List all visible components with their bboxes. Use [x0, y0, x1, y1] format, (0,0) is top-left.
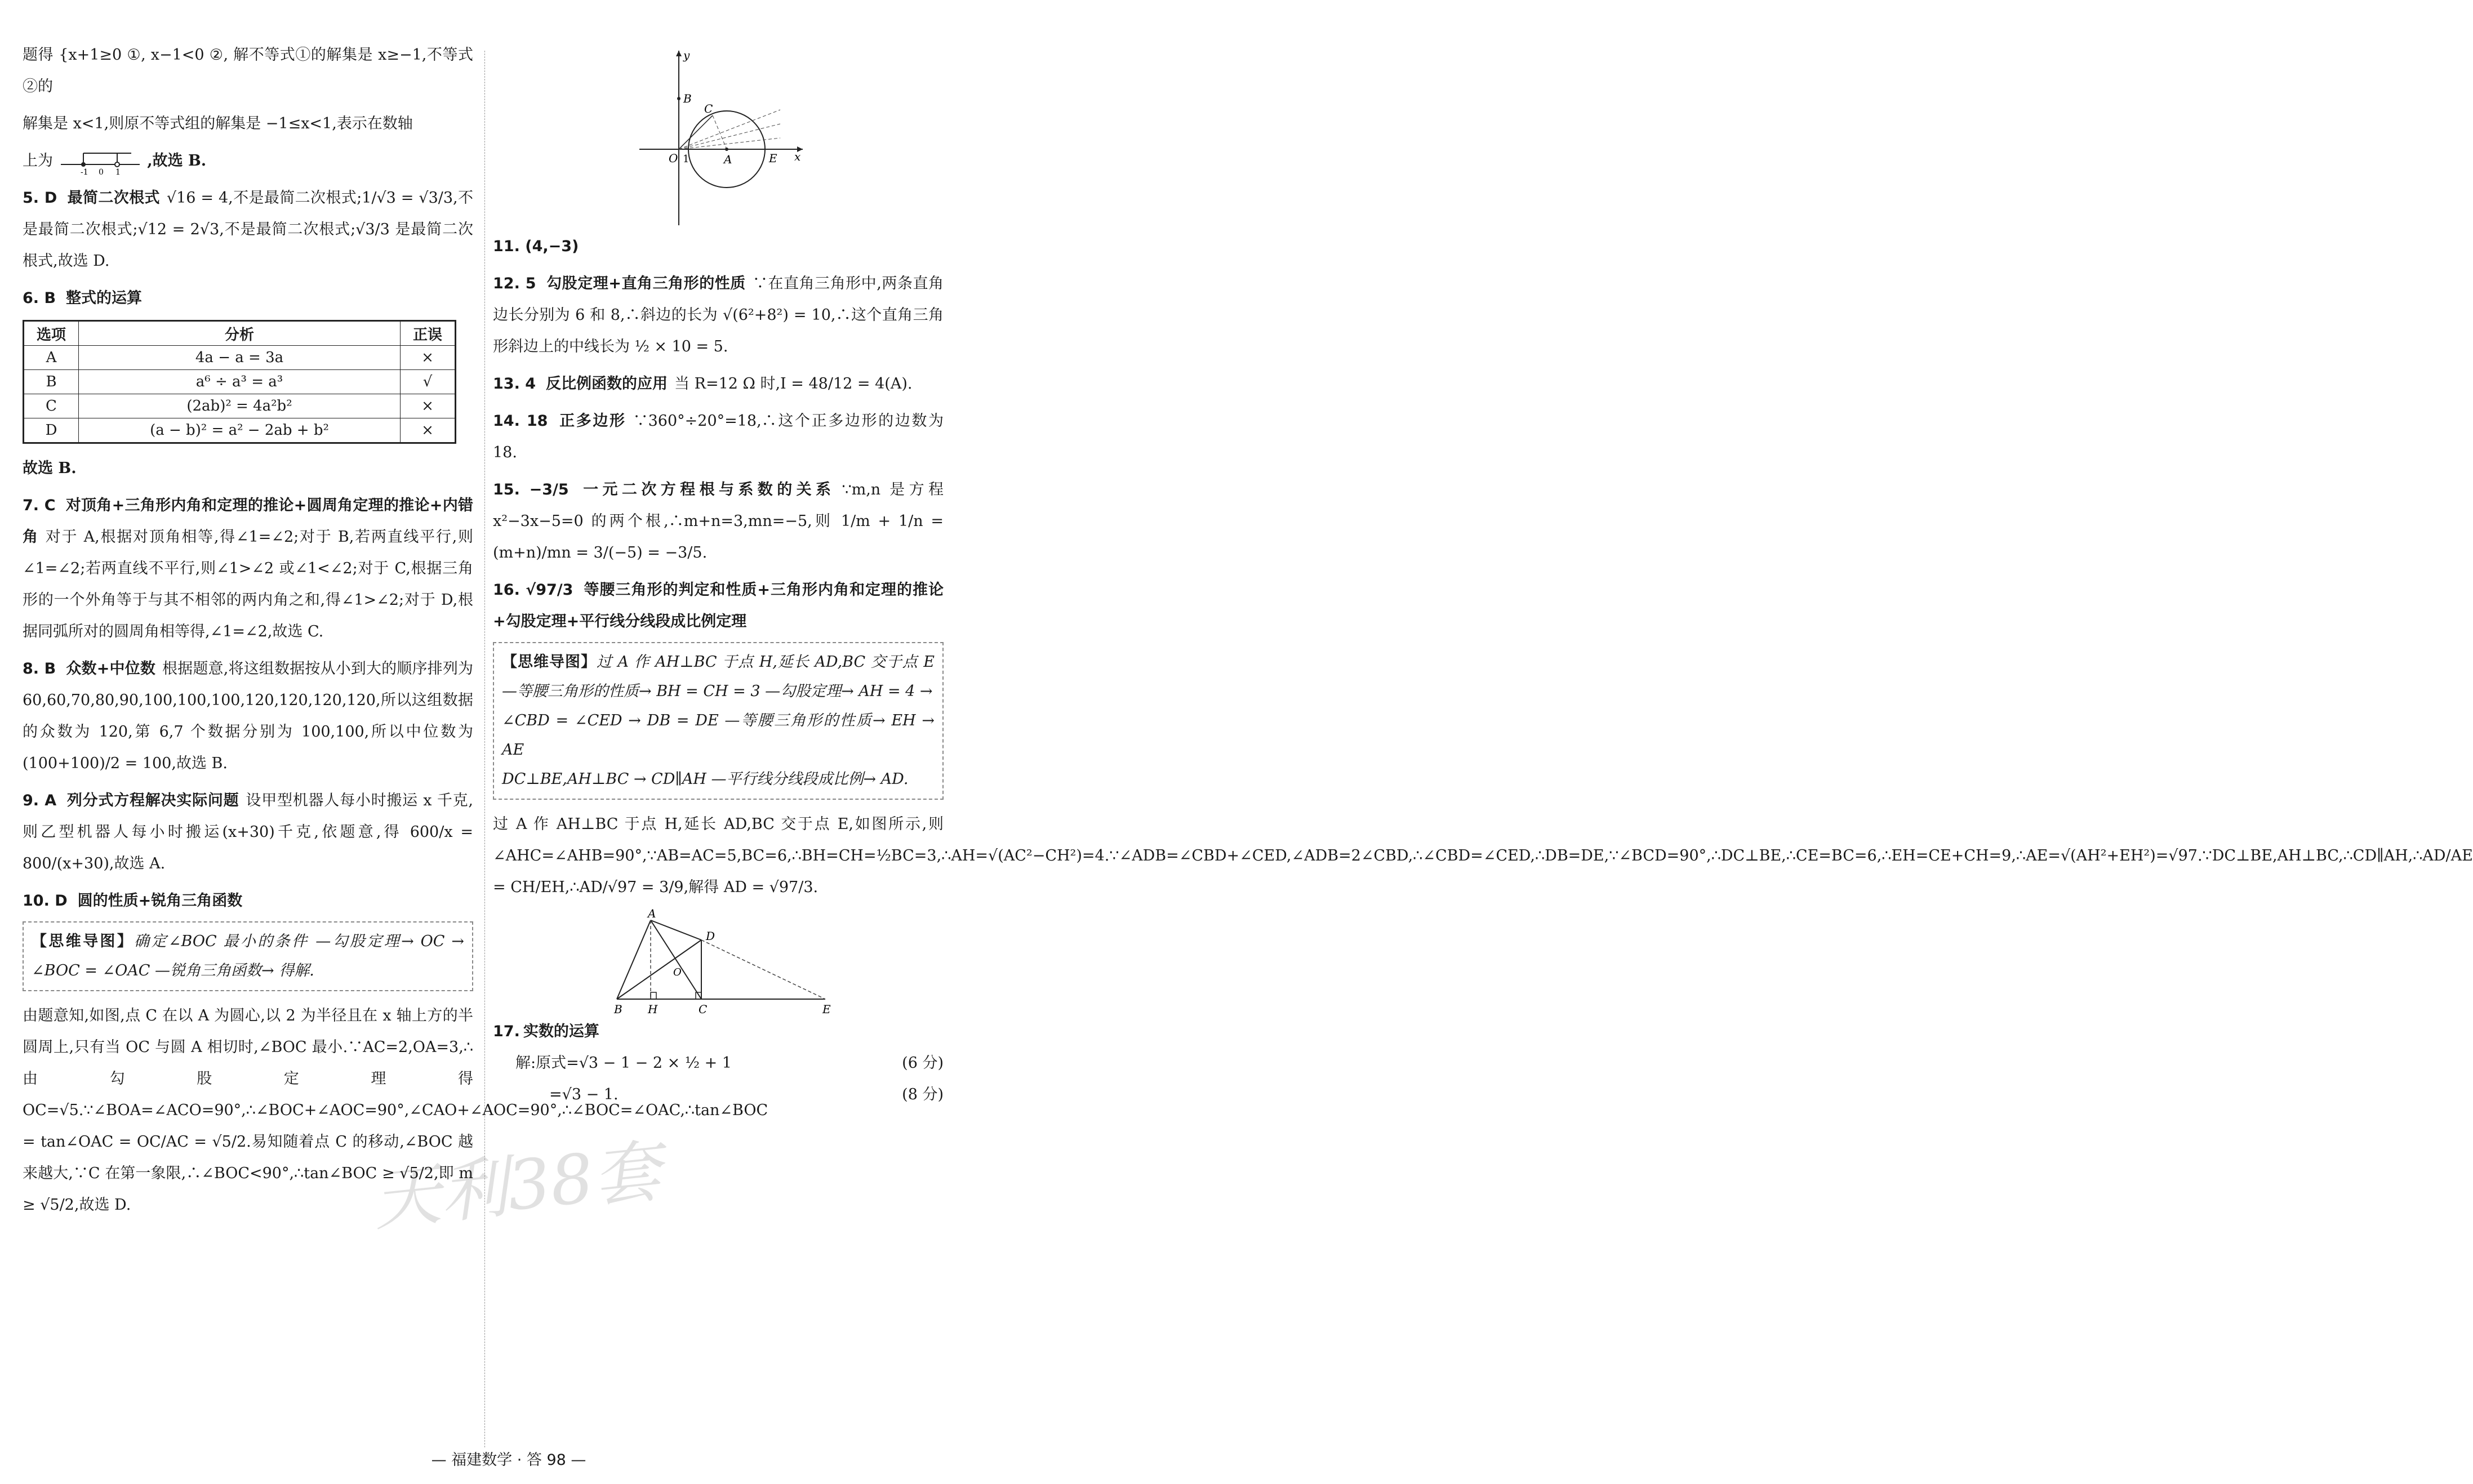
fig1-label-E: E [769, 151, 777, 165]
q16-mind-line2: ∠CBD = ∠CED → DB = DE —等腰三角形的性质→ EH → AE [502, 712, 935, 759]
q6-cell-mark: × [401, 418, 456, 443]
q17-header [493, 1016, 944, 1048]
q6-cell-mark: × [401, 394, 456, 418]
q8-number: 8. B [23, 660, 56, 678]
q6-cell-analysis: (2ab)² = 4a²b² [79, 394, 401, 418]
table-row [24, 370, 456, 394]
q14-number: 14. 18 [493, 412, 548, 430]
q10-number: 10. D [23, 892, 68, 910]
q10-header [23, 885, 473, 917]
q15-text: ∵m,n 是方程 x²−3x−5=0 的两个根,∴m+n=3,mn=−5,则 1/m + 1/n = (m+n)/mn = 3/(−5) = −3/5. [493, 481, 944, 561]
q13-text: 当 R=12 Ω 时,I = 48/12 = 4(A). [674, 375, 913, 393]
q5-topic: 最简二次根式 [67, 189, 160, 207]
q7-topic: 对顶角+三角形内角和定理的推论+圆周角定理的推论+内错角 [23, 497, 473, 546]
q8-topic: 众数+中位数 [66, 660, 156, 678]
q16-topic: 等腰三角形的判定和性质+三角形内角和定理的推论+勾股定理+平行线分线段成比例定理 [493, 581, 944, 630]
q4-line3b: ,故选 B. [147, 152, 207, 170]
q4-line3a: 上为 [23, 152, 53, 170]
fig2-label-E: E [822, 1002, 831, 1016]
q6-cell-opt: D [24, 418, 79, 443]
q14-text: ∵360°÷20°=18,∴这个正多边形的边数为 18. [493, 412, 944, 461]
q10-text: 由题意知,如图,点 C 在以 A 为圆心,以 2 为半径且在 x 轴上方的半圆周上,只有当 OC 与圆 A 相切时,∠BOC 最小.∵AC=2,OA=3,∴由勾股定理得 OC=√5.∵∠BOA=∠ACO=90°,∴∠BOC+∠AOC=90°,∠CAO+∠AOC=90°,∴∠BOC=∠OAC,∴tan∠BOC = tan∠OAC = OC/AC = √5/2.易知随着点 C 的移动,∠BOC 越来越大,∵C 在第一象限,∴∠BOC<90°,∴tan∠BOC ≥ √5/2,即 m ≥ √5/2,故选 D. [23, 1007, 768, 1214]
q4-line3 [23, 145, 473, 177]
q14-topic: 正多边形 [558, 412, 626, 430]
q16-mind-text1: 过 A 作 AH⊥BC 于点 H,延长 AD,BC 交于点 E —等腰三角形的性质→ BH = CH = 3 —勾股定理→ AH = 4 → [502, 653, 935, 700]
q16-header [493, 574, 944, 638]
column-divider [484, 51, 485, 1447]
q17-score1: (6 分) [902, 1054, 944, 1072]
q15-number: 15. −3/5 [493, 481, 569, 498]
q9-number: 9. A [23, 792, 57, 809]
fig2-label-D: D [706, 929, 715, 943]
q17-score2: (8 分) [902, 1086, 944, 1103]
fig2-label-A: A [648, 907, 656, 920]
q17-line2-text: =√3 − 1. [549, 1086, 619, 1103]
q10-mind-content: 确定∠BOC 最小的条件 —勾股定理→ OC → ∠BOC = ∠OAC —锐角三角函数→ 得解. [32, 933, 465, 979]
q6-cell-analysis: a⁶ ÷ a³ = a³ [79, 370, 401, 394]
q17-line1 [493, 1048, 944, 1079]
q10-mind-tag: 【思维导图】 [32, 933, 135, 950]
circle-figure [628, 39, 808, 231]
fig1-label-B: B [683, 92, 692, 105]
q17-topic: 实数的运算 [523, 1023, 599, 1040]
q17-line2 [493, 1079, 944, 1111]
watermark: 天利38套 [369, 1132, 665, 1241]
table-row [24, 418, 456, 443]
q6-cell-opt: C [24, 394, 79, 418]
table-row [24, 394, 456, 418]
number-line [58, 148, 143, 176]
q16-number: 16. √97/3 [493, 581, 573, 599]
q6-topic: 整式的运算 [66, 289, 143, 307]
q12-number: 12. 5 [493, 275, 536, 292]
q7-number: 7. C [23, 497, 56, 514]
q7-text: 对于 A,根据对顶角相等,得∠1=∠2;对于 B,若两直线平行,则∠1=∠2;若两直线不平行,则∠1>∠2 或∠1<∠2;对于 C,根据三角形的一个外角等于与其不相邻的两内角之和,得∠1>∠2;对于 D,根据同弧所对的圆周角相等得,∠1=∠2,故选 C. [23, 528, 473, 640]
q6-cell-opt: A [24, 346, 79, 370]
q6-header-analysis: 分析 [79, 321, 401, 346]
q5-text: √16 = 4,不是最简二次根式;1/√3 = √3/3,不是最简二次根式;√12 = 2√3,不是最简二次根式;√3/3 是最简二次根式,故选 D. [23, 189, 473, 270]
q4-line2: 解集是 x<1,则原不等式组的解集是 −1≤x<1,表示在数轴 [23, 115, 413, 132]
q16-mind-map [493, 642, 944, 800]
fig2-label-H: H [648, 1002, 658, 1016]
q5 [23, 182, 473, 277]
q6-table [23, 320, 456, 444]
triangle-figure [600, 909, 837, 1016]
tick-1: 1 [115, 167, 121, 177]
q9-topic: 列分式方程解决实际问题 [66, 792, 239, 809]
fig1-label-one: 1 [683, 153, 690, 165]
q7 [23, 490, 473, 648]
q9 [23, 785, 473, 880]
q13-number: 13. 4 [493, 375, 536, 393]
tick-0: 0 [98, 167, 104, 177]
q16-mind-line1 [502, 648, 935, 706]
q10-mind-text [32, 927, 464, 986]
tick-neg1: -1 [80, 167, 88, 177]
q16-text: 过 A 作 AH⊥BC 于点 H,延长 AD,BC 交于点 E,如图所示,则∠AHC=∠AHB=90°,∵AB=AC=5,BC=6,∴BH=CH=½BC=3,∴AH=√(AC²−CH²)=4.∵∠ADB=∠CBD+∠CED,∠ADB=2∠CBD,∴∠CBD=∠CED,∴DB=DE,∵∠BCD=90°,∴DC⊥BE,∴CE=BC=6,∴EH=CE+CH=9,∴AE=√(AH²+EH²)=√97.∵DC⊥BE,AH⊥BC,∴CD∥AH,∴AD/AE = CH/EH,∴AD/√97 = 3/9,解得 AD = √97/3. [493, 815, 2473, 896]
fig1-label-C: C [704, 102, 713, 115]
q17-number: 17. [493, 1023, 520, 1040]
q12-text: ∵在直角三角形中,两条直角边长分别为 6 和 8,∴斜边的长为 √(6²+8²) = 10,∴这个直角三角形斜边上的中线长为 ½ × 10 = 5. [493, 275, 944, 355]
right-column [493, 39, 2473, 1116]
fig1-label-x: x [794, 150, 801, 163]
q8 [23, 653, 473, 779]
q6 [23, 283, 473, 314]
fig1-label-A: A [724, 153, 732, 166]
q10-mind-map [23, 921, 473, 991]
q6-end: 故选 B. [23, 460, 77, 477]
q9-text: 设甲型机器人每小时搬运 x 千克,则乙型机器人每小时搬运(x+30)千克,依题意,得 600/x = 800/(x+30),故选 A. [23, 792, 474, 872]
table-row [24, 346, 456, 370]
q6-cell-mark: × [401, 346, 456, 370]
q8-text: 根据题意,将这组数据按从小到大的顺序排列为 60,60,70,80,90,100,100,100,120,120,120,120,所以这组数据的众数为 120,第 6,7 个数据分别为 100,100,所以中位数为 (100+100)/2 = 100,故选 B. [23, 660, 473, 772]
q4-line1: 题得 {x+1≥0 ①, x−1<0 ②, 解不等式①的解集是 x≥−1,不等式②的 [23, 46, 473, 95]
q13-topic: 反比例函数的应用 [546, 375, 668, 393]
q6-header-option: 选项 [24, 321, 79, 346]
q6-number: 6. B [23, 289, 56, 307]
fig2-label-C: C [699, 1002, 708, 1016]
q14 [493, 405, 944, 469]
q15 [493, 474, 944, 569]
fig1-label-y: y [683, 48, 690, 62]
q12-topic: 勾股定理+直角三角形的性质 [546, 275, 746, 292]
fig2-label-B: B [614, 1002, 622, 1016]
q5-number: 5. D [23, 189, 57, 207]
q10-topic: 圆的性质+锐角三角函数 [77, 892, 243, 910]
q6-cell-analysis: 4a − a = 3a [79, 346, 401, 370]
page-footer: — 福建数学 · 答 98 — [431, 1451, 586, 1469]
q12 [493, 268, 944, 363]
fig2-label-O: O [673, 966, 682, 978]
q16-mind-tag: 【思维导图】 [502, 653, 597, 671]
q6-cell-analysis: (a − b)² = a² − 2ab + b² [79, 418, 401, 443]
q16-mind-line3: DC⊥BE,AH⊥BC → CD∥AH —平行线分线段成比例→ AD. [502, 770, 909, 788]
fig1-label-O: O [669, 151, 678, 165]
q11: 11. (4,−3) [493, 238, 579, 255]
q6-cell-mark: √ [401, 370, 456, 394]
q15-topic: 一元二次方程根与系数的关系 [579, 481, 835, 498]
q6-cell-opt: B [24, 370, 79, 394]
q6-header-result: 正误 [401, 321, 456, 346]
q17-line1-text: 解:原式=√3 − 1 − 2 × ½ + 1 [515, 1054, 732, 1072]
q13 [493, 368, 944, 400]
